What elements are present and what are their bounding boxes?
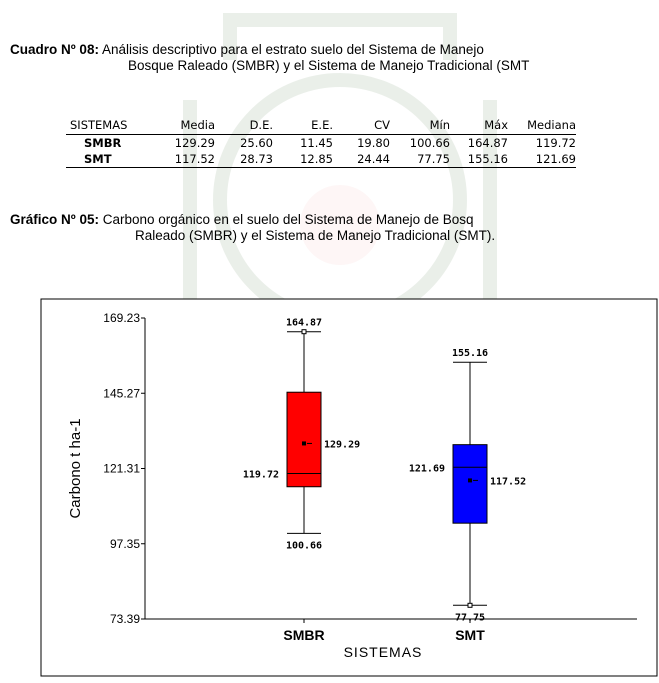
boxplot-chart — [0, 297, 659, 678]
table-cell: SMBR — [84, 136, 122, 150]
column-header: SISTEMAS — [66, 116, 170, 135]
x-axis-label: SISTEMAS — [343, 644, 423, 660]
table-cell: SMT — [66, 151, 170, 168]
table-cell: 12.85 — [273, 151, 333, 168]
smbr-max-marker — [302, 330, 306, 334]
chart-caption-line1: Carbono orgánico en el suelo del Sistema de Manejo de Bosq — [102, 212, 474, 227]
y-tick-label: 73.39 — [109, 612, 140, 626]
x-tick-label: SMBR — [283, 627, 325, 643]
table-cell: 11.45 — [300, 136, 333, 150]
table-cell: 77.75 — [390, 151, 450, 168]
column-header: CV — [333, 116, 390, 135]
table-caption-line1: Análisis descriptivo para el estrato suelo del Sistema de Manejo — [101, 42, 484, 57]
y-tick-label: 97.35 — [109, 536, 140, 551]
table-cell: 119.72 — [535, 136, 576, 150]
smbr-max-label: 164.87 — [285, 317, 323, 329]
smt-max-label: 155.16 — [451, 348, 489, 360]
smbr-min-label: 100.66 — [285, 540, 323, 552]
table-cell: 28.73 — [215, 151, 273, 168]
smt-median-label: 121.69 — [408, 463, 445, 475]
x-tick-label: SMT — [455, 627, 485, 643]
table-cell: 24.44 — [333, 151, 390, 168]
y-tick-label: 121.31 — [103, 461, 140, 476]
y-axis-label: Carbono t ha-1 — [67, 418, 84, 519]
table-row — [66, 151, 576, 168]
smt-mean-marker — [468, 478, 472, 482]
table-cell: 100.66 — [409, 136, 450, 150]
column-header: E.E. — [273, 116, 333, 135]
smbr-box — [287, 392, 321, 487]
table-cell: 19.80 — [357, 136, 390, 150]
smt-min-label: 77.75 — [454, 612, 486, 624]
smt-mean-label: 117.52 — [490, 476, 527, 488]
table-cell: 164.87 — [467, 136, 508, 150]
table-caption-line2: Bosque Raleado (SMBR) y el Sistema de Manejo Tradicional (SMT — [128, 58, 530, 73]
table-caption-label: Cuadro Nº 08: — [10, 42, 99, 57]
chart-caption-line2: Raleado (SMBR) y el Sistema de Manejo Tradicional (SMT). — [135, 228, 496, 243]
column-header: Media — [170, 116, 215, 135]
smbr-mean-label: 129.29 — [324, 439, 361, 451]
column-header: Mediana — [508, 116, 576, 135]
smbr-median-label: 119.72 — [242, 469, 279, 481]
table-header-row — [66, 116, 576, 135]
smt-min-marker — [468, 603, 472, 607]
y-tick-label: 145.27 — [103, 386, 140, 401]
descriptive-stats-table — [66, 116, 576, 168]
column-header: Mín — [390, 116, 450, 135]
table-cell: 121.69 — [508, 151, 576, 168]
chart-caption — [10, 212, 659, 244]
smt-box — [453, 445, 487, 524]
smbr-mean-marker — [302, 441, 306, 445]
column-header: Máx — [450, 116, 508, 135]
chart-caption-label: Gráfico Nº 05: — [10, 212, 99, 227]
y-tick-label: 169.23 — [103, 311, 140, 325]
table-cell: 117.52 — [170, 151, 215, 168]
boxplot-chart-container — [0, 297, 659, 678]
column-header: D.E. — [215, 116, 273, 135]
table-row — [66, 135, 576, 152]
table-cell: 155.16 — [450, 151, 508, 168]
table-caption — [10, 42, 659, 74]
table-cell: 129.29 — [174, 136, 215, 150]
table-cell: 25.60 — [240, 136, 273, 150]
